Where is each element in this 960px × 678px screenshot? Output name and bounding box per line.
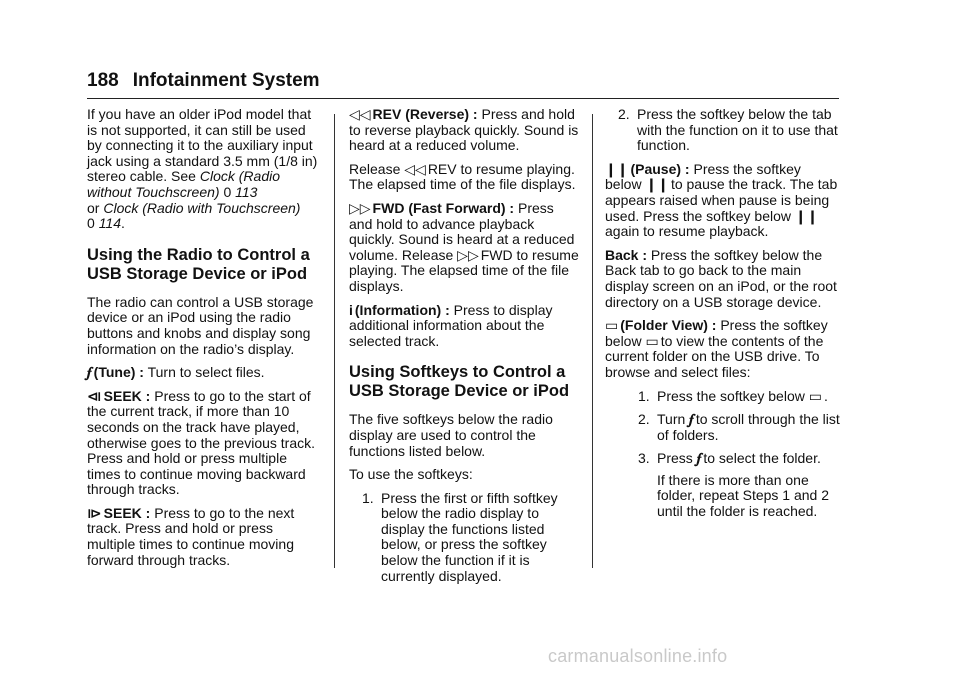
pause-icon: ❙❙: [605, 160, 629, 177]
seek-back-paragraph: [87, 389, 322, 498]
tune-paragraph: [87, 365, 322, 381]
column-3: [605, 107, 841, 528]
column-divider-2: [592, 114, 593, 568]
folder-label: (Folder View) :: [620, 317, 717, 334]
step-text-cont: to scroll through the list of folders.: [657, 411, 840, 443]
page-number: 188: [87, 70, 119, 91]
step-number: 1.: [638, 387, 650, 404]
back-paragraph: [605, 248, 841, 310]
softkey-steps-list: [349, 491, 579, 585]
info-paragraph: [349, 303, 579, 350]
seek-forward-paragraph: [87, 506, 322, 568]
folder-text: Press the softkey below: [605, 317, 828, 349]
pause-text: Press the softkey below: [605, 160, 801, 193]
period: .: [823, 387, 828, 404]
or-text: or: [87, 199, 104, 216]
seek-forward-text: Press to go to the next track. Press and hold or press multiple times to continue moving forward through tracks.: [87, 504, 295, 568]
seek-back-text: Press to go to the start of the current track, if more than 10 seconds on the track have played, otherwise goes to the previous track. Press and hold or press multiple times to continue moving backward through tracks.: [87, 387, 316, 498]
info-text: Press to display additional information about the selected track.: [349, 301, 553, 349]
step-text: Press: [657, 450, 697, 467]
list-item: [625, 389, 841, 405]
list-item: [349, 491, 579, 585]
rev-release-paragraph: [349, 162, 579, 193]
pause-icon: ❙❙: [645, 176, 669, 193]
column-1: [87, 107, 322, 576]
list-item: [625, 412, 841, 443]
pause-paragraph: [605, 162, 841, 240]
softkey-steps-list-cont: [605, 107, 841, 154]
heading-radio-control-usb: Using the Radio to Control a USB Storage Device or iPod: [87, 245, 310, 283]
pause-resume-text: again to resume playback.: [605, 223, 769, 240]
step-number: 2.: [618, 106, 630, 122]
info-label: (Information) :: [354, 301, 450, 318]
list-item: [625, 451, 841, 519]
fast-forward-icon: ▷▷: [457, 246, 479, 263]
header-rule: [87, 98, 839, 99]
step-text: Press the softkey below: [657, 387, 809, 404]
elapsed-time-text: The elapsed time of the file displays.: [349, 176, 576, 193]
step-text-cont: to select the folder.: [703, 450, 821, 467]
section-title: Infotainment System: [132, 70, 320, 91]
folder-step-note: If there is more than one folder, repeat Steps 1 and 2 until the folder is reached.: [657, 471, 830, 520]
period: .: [121, 215, 125, 232]
folder-view-paragraph: [605, 318, 841, 380]
step-number: 1.: [362, 489, 374, 506]
fwd-paragraph: [349, 201, 579, 295]
clock-without-touchscreen-link[interactable]: Clock (Radio without Touchscreen): [87, 168, 280, 200]
info-icon: i: [349, 301, 353, 318]
step-number: 3.: [638, 450, 650, 467]
seek-forward-icon: ⧐: [87, 504, 102, 521]
softkeys-paragraph: The five softkeys below the radio display are used to control the functions listed below.: [349, 411, 553, 459]
rev-paragraph: [349, 107, 579, 154]
release-text: Release: [349, 160, 405, 177]
rev-resume-text: REV to resume playing.: [427, 160, 575, 177]
ipod-aux-paragraph: [87, 107, 322, 232]
seek-back-label: SEEK :: [103, 387, 151, 404]
watermark: carmanualsonline.info: [548, 646, 728, 666]
tune-icon: 𝆑: [87, 364, 92, 381]
tune-icon: 𝆑: [696, 450, 702, 467]
folder-icon: ▭: [645, 332, 659, 349]
tune-label: (Tune) :: [93, 364, 144, 381]
page-ref-113[interactable]: 113: [235, 183, 258, 200]
step-text: Press the first or fifth softkey below the radio display to display the functions listed below, or press the softkey below the function if it is currently displayed.: [381, 489, 558, 584]
page-ref-114[interactable]: 114: [98, 215, 122, 232]
heading-softkeys-control-usb: Using Softkeys to Control a USB Storage Device or iPod: [349, 363, 570, 401]
step-number: 2.: [638, 411, 650, 428]
radio-control-paragraph: The radio can control a USB storage device or an iPod using the radio buttons and knobs and display song information on the radio’s display.: [87, 293, 314, 357]
pause-text-cont: to pause the track. The tab appears raised when pause is being used. Press the softkey below: [605, 176, 838, 224]
folder-steps-list: [605, 389, 841, 520]
pause-label: (Pause) :: [630, 160, 690, 177]
folder-text-cont: to view the contents of the current folder on the USB drive. To browse and select files:: [605, 332, 824, 380]
step-text: Turn: [657, 411, 690, 428]
reverse-icon: ◁◁: [404, 160, 426, 177]
reverse-icon: ◁◁: [349, 106, 371, 122]
fast-forward-icon: ▷▷: [349, 199, 371, 216]
to-use-softkeys: To use the softkeys:: [349, 466, 473, 483]
folder-icon: ▭: [808, 387, 822, 404]
step-text: Press the softkey below the tab with the function on it to use that function.: [637, 106, 838, 154]
page-ref-arrow-icon: 0: [87, 215, 95, 232]
tune-icon: 𝆑: [689, 411, 694, 428]
back-label: Back :: [605, 246, 648, 263]
seek-back-icon: ⧏: [87, 387, 102, 404]
fwd-label: FWD (Fast Forward) :: [372, 199, 515, 216]
page-ref-arrow-icon: 0: [223, 183, 232, 200]
page-header: [87, 70, 320, 92]
column-2: [349, 107, 579, 592]
rev-text: Press and hold to reverse playback quickly. Sound is heard at a reduced volume.: [349, 106, 579, 154]
list-item: [605, 107, 841, 154]
fwd-resume-text: FWD to resume playing. The elapsed time of the file displays.: [349, 246, 579, 294]
column-divider-1: [334, 114, 335, 568]
clock-with-touchscreen-link[interactable]: Clock (Radio with Touchscreen): [103, 199, 301, 216]
pause-icon: ❙❙: [794, 207, 819, 224]
back-text: Press the softkey below the Back tab to go back to the main display screen on an iPod, or the root directory on a USB storage device.: [605, 246, 837, 310]
ipod-aux-text: If you have an older iPod model that is not supported, it can still be used by connecting it to the auxiliary input jack using a standard 3.5 mm (1/8 in) stereo cable. See: [87, 106, 318, 185]
tune-text: Turn to select files.: [143, 364, 265, 381]
rev-label: REV (Reverse) :: [372, 106, 478, 122]
fwd-text: Press and hold to advance playback quickly. Sound is heard at a reduced volume. Release: [349, 199, 575, 263]
folder-icon: ▭: [605, 317, 619, 334]
seek-forward-label: SEEK :: [103, 504, 151, 521]
